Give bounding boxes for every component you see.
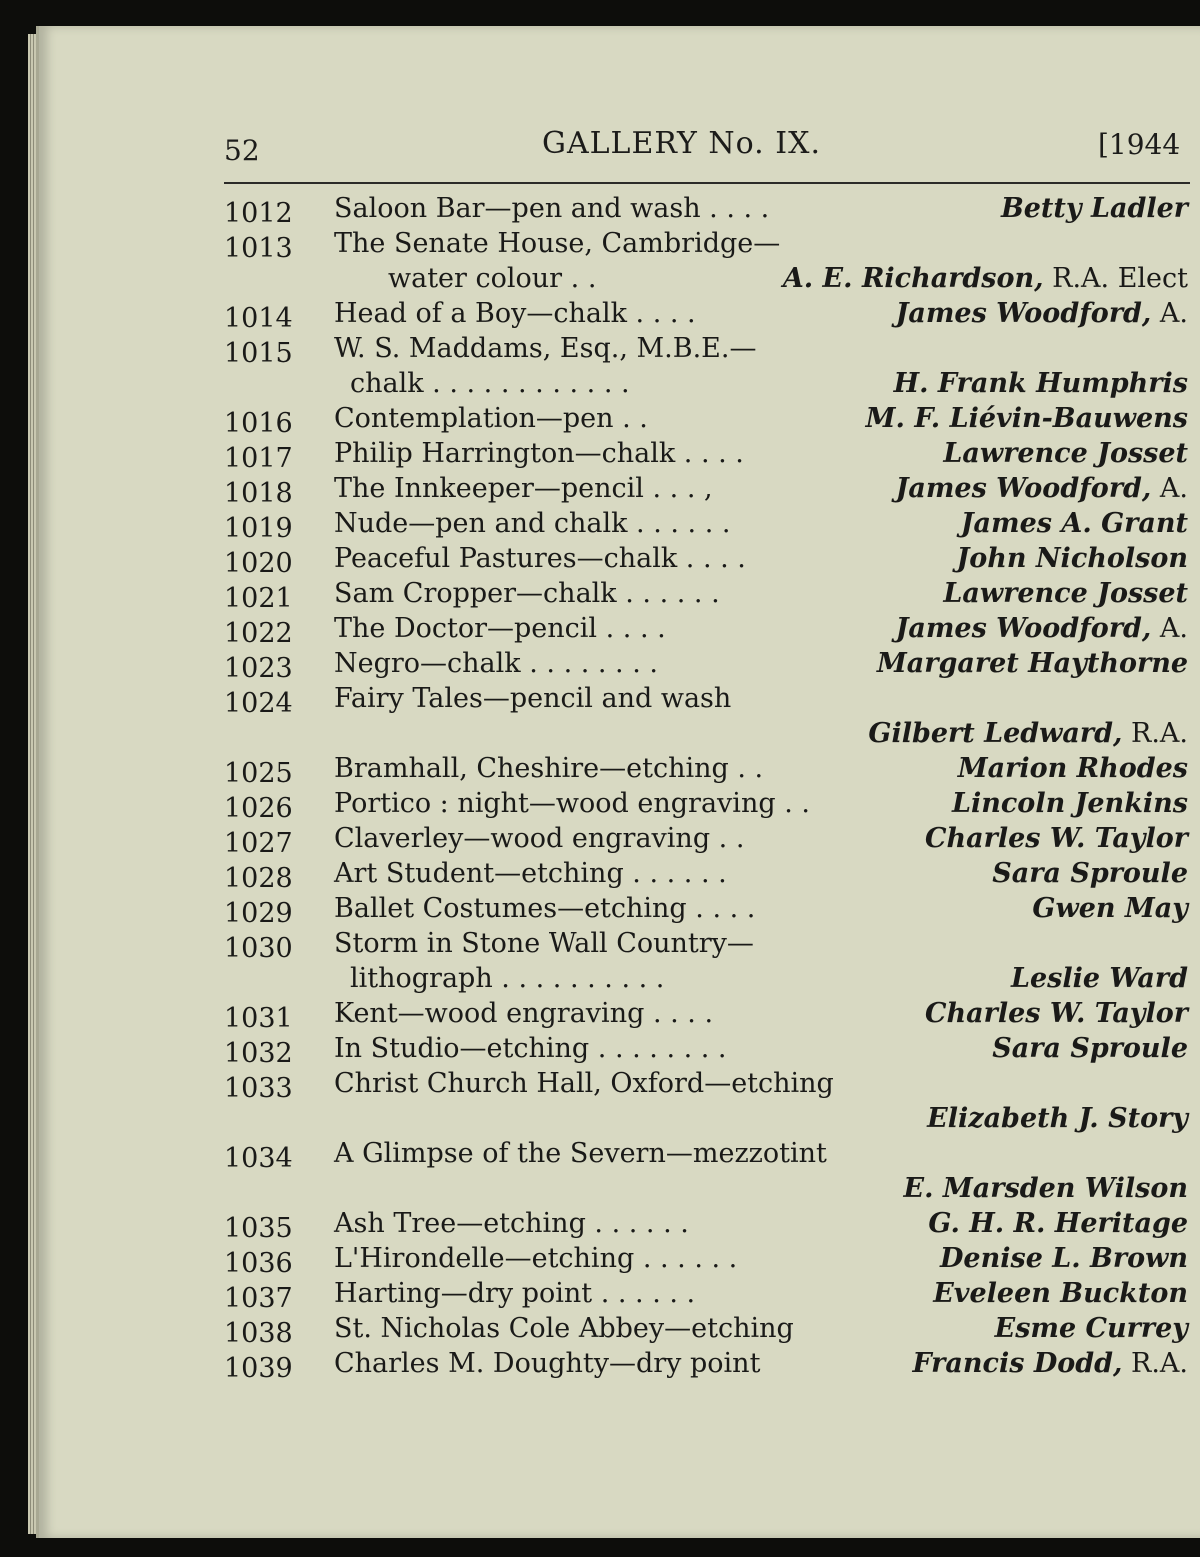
entry-number: 1024 (224, 688, 293, 719)
entry-artist: Francis Dodd, R.A. (912, 1348, 1188, 1379)
entry-artist: Lawrence Josset (943, 578, 1188, 609)
entry-title-continued: water colour . . (388, 263, 597, 294)
entry-number: 1023 (224, 653, 293, 684)
entry-title: Charles M. Doughty—dry point (334, 1348, 761, 1379)
entry-title-continued: lithograph . . . . . . . . . . (350, 963, 665, 994)
entry-title: Peaceful Pastures—chalk . . . . (334, 543, 746, 574)
entry-title: The Doctor—pencil . . . . (334, 613, 666, 644)
entry-artist: Sara Sproule (992, 858, 1188, 889)
entry-title: Nude—pen and chalk . . . . . . (334, 508, 731, 539)
entry-artist: H. Frank Humphris (893, 368, 1188, 399)
entry-artist: Lincoln Jenkins (952, 788, 1188, 819)
entry-artist: M. F. Liévin-Bauwens (865, 403, 1188, 434)
catalogue-entry-continuation (0, 962, 1200, 997)
entry-title: A Glimpse of the Severn—mezzotint (334, 1138, 827, 1169)
entry-artist: Leslie Ward (1010, 963, 1188, 994)
entry-artist: James Woodford, A. (895, 473, 1188, 504)
entry-title: Sam Cropper—chalk . . . . . . (334, 578, 720, 609)
catalogue-entry (0, 1277, 1200, 1312)
entry-title: Negro—chalk . . . . . . . . (334, 648, 658, 679)
catalogue-entry (0, 332, 1200, 367)
entry-number: 1037 (224, 1283, 293, 1314)
entry-title: Art Student—etching . . . . . . (334, 858, 727, 889)
entry-number: 1030 (224, 933, 293, 964)
entry-artist: Charles W. Taylor (925, 823, 1188, 854)
entry-number: 1015 (224, 338, 293, 369)
catalogue-entry-artist-line (0, 1102, 1200, 1137)
entry-number: 1022 (224, 618, 293, 649)
gallery-title: GALLERY No. IX. (542, 126, 821, 161)
catalogue-entry-artist-line (0, 1172, 1200, 1207)
entry-artist: John Nicholson (956, 543, 1188, 574)
entry-artist: Elizabeth J. Story (927, 1103, 1188, 1134)
entry-artist: Betty Ladler (1000, 193, 1188, 224)
entry-title: Bramhall, Cheshire—etching . . (334, 753, 764, 784)
entry-artist: James Woodford, A. (895, 613, 1188, 644)
entry-title-continued: chalk . . . . . . . . . . . . (350, 368, 630, 399)
entry-artist: Esme Currey (994, 1313, 1188, 1344)
entry-number: 1031 (224, 1003, 293, 1034)
catalogue-entry (0, 787, 1200, 822)
catalogue-entry (0, 227, 1200, 262)
catalogue-entry (0, 997, 1200, 1032)
entry-title: W. S. Maddams, Esq., M.B.E.— (334, 333, 757, 364)
catalogue-entry (0, 927, 1200, 962)
catalogue-entry (0, 1242, 1200, 1277)
entry-number: 1018 (224, 478, 293, 509)
entry-number: 1038 (224, 1318, 293, 1349)
entry-title: In Studio—etching . . . . . . . . (334, 1033, 727, 1064)
catalogue-entry (0, 857, 1200, 892)
catalogue-entry (0, 1207, 1200, 1242)
entry-title: Philip Harrington—chalk . . . . (334, 438, 744, 469)
entry-title: Christ Church Hall, Oxford—etching (334, 1068, 834, 1099)
entry-artist: G. H. R. Heritage (928, 1208, 1188, 1239)
entry-artist: James Woodford, A. (895, 298, 1188, 329)
entry-artist: Eveleen Buckton (933, 1278, 1188, 1309)
catalogue-entry (0, 437, 1200, 472)
entry-title: Fairy Tales—pencil and wash (334, 683, 732, 714)
entry-title: Kent—wood engraving . . . . (334, 998, 714, 1029)
entry-title: L'Hirondelle—etching . . . . . . (334, 1243, 738, 1274)
catalogue-entry (0, 892, 1200, 927)
catalogue-entry-continuation (0, 367, 1200, 402)
catalogue-entry (0, 612, 1200, 647)
catalogue-entry (0, 822, 1200, 857)
catalogue-entries (0, 192, 1200, 1382)
entry-artist: Gwen May (1032, 893, 1188, 924)
entry-title: Ballet Costumes—etching . . . . (334, 893, 756, 924)
catalogue-entry (0, 472, 1200, 507)
catalogue-entry (0, 192, 1200, 227)
entry-title: Claverley—wood engraving . . (334, 823, 745, 854)
entry-number: 1025 (224, 758, 293, 789)
entry-title: Head of a Boy—chalk . . . . (334, 298, 696, 329)
header-rule (224, 182, 1190, 184)
page-header (0, 122, 1200, 172)
entry-number: 1034 (224, 1143, 293, 1174)
entry-artist: Lawrence Josset (943, 438, 1188, 469)
entry-number: 1029 (224, 898, 293, 929)
catalogue-entry (0, 647, 1200, 682)
entry-artist: James A. Grant (960, 508, 1188, 539)
entry-number: 1012 (224, 198, 293, 229)
catalogue-entry (0, 752, 1200, 787)
entry-title: The Innkeeper—pencil . . . , (334, 473, 713, 504)
entry-title: Portico : night—wood engraving . . (334, 788, 810, 819)
entry-artist: Sara Sproule (992, 1033, 1188, 1064)
entry-title: Storm in Stone Wall Country— (334, 928, 754, 959)
catalogue-entry (0, 402, 1200, 437)
artist-rank: A. (1151, 298, 1188, 329)
entry-number: 1027 (224, 828, 293, 859)
entry-artist: Charles W. Taylor (925, 998, 1188, 1029)
catalogue-entry (0, 507, 1200, 542)
catalogue-entry (0, 577, 1200, 612)
entry-number: 1028 (224, 863, 293, 894)
catalogue-entry (0, 542, 1200, 577)
catalogue-entry (0, 682, 1200, 717)
entry-artist: Margaret Haythorne (876, 648, 1188, 679)
artist-rank: R.A. (1122, 718, 1188, 749)
catalogue-entry (0, 1137, 1200, 1172)
catalogue-entry (0, 1032, 1200, 1067)
catalogue-entry (0, 1312, 1200, 1347)
catalogue-entry (0, 1067, 1200, 1102)
artist-rank: A. (1151, 613, 1188, 644)
entry-number: 1033 (224, 1073, 293, 1104)
entry-number: 1039 (224, 1353, 293, 1384)
artist-rank: R.A. Elect (1043, 263, 1188, 294)
entry-number: 1013 (224, 233, 293, 264)
entry-title: Harting—dry point . . . . . . (334, 1278, 696, 1309)
entry-number: 1032 (224, 1038, 293, 1069)
catalogue-entry-continuation (0, 262, 1200, 297)
entry-number: 1017 (224, 443, 293, 474)
entry-artist: Marion Rhodes (957, 753, 1188, 784)
entry-number: 1026 (224, 793, 293, 824)
artist-rank: A. (1151, 473, 1188, 504)
entry-number: 1014 (224, 303, 293, 334)
catalogue-entry (0, 1347, 1200, 1382)
catalogue-entry-artist-line (0, 717, 1200, 752)
artist-rank: R.A. (1122, 1348, 1188, 1379)
entry-artist: Gilbert Ledward, R.A. (868, 718, 1188, 749)
entry-title: Contemplation—pen . . (334, 403, 648, 434)
page-number: 52 (224, 134, 260, 167)
entry-title: Saloon Bar—pen and wash . . . . (334, 193, 770, 224)
entry-number: 1021 (224, 583, 293, 614)
year-label: [1944 (1098, 128, 1181, 161)
entry-artist: Denise L. Brown (940, 1243, 1188, 1274)
entry-artist: A. E. Richardson, R.A. Elect (782, 263, 1188, 294)
entry-number: 1035 (224, 1213, 293, 1244)
entry-title: Ash Tree—etching . . . . . . (334, 1208, 689, 1239)
entry-number: 1036 (224, 1248, 293, 1279)
entry-title: The Senate House, Cambridge— (334, 228, 781, 259)
entry-number: 1020 (224, 548, 293, 579)
entry-number: 1019 (224, 513, 293, 544)
entry-artist: E. Marsden Wilson (903, 1173, 1188, 1204)
catalogue-entry (0, 297, 1200, 332)
entry-title: St. Nicholas Cole Abbey—etching (334, 1313, 794, 1344)
entry-number: 1016 (224, 408, 293, 439)
